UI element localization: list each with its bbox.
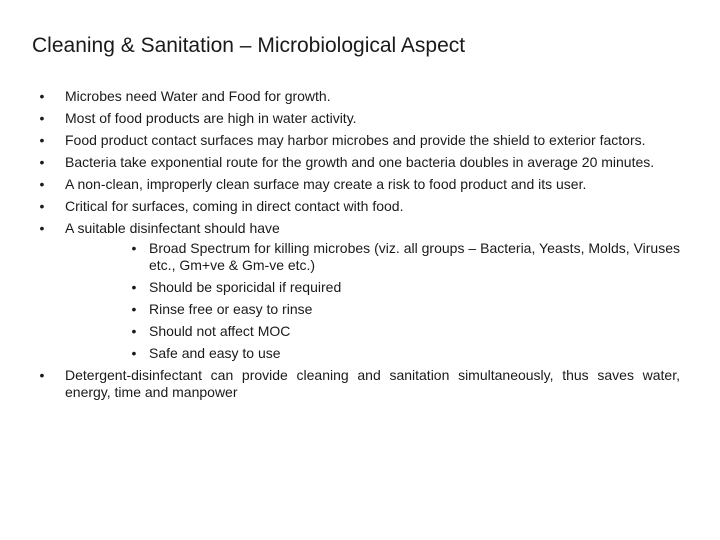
bullet-text: Food product contact surfaces may harbor microbes and provide the shield to exterior factors.	[65, 132, 646, 148]
list-item	[36, 154, 680, 171]
bullet-text: Detergent-disinfectant can provide cleaning and sanitation simultaneously, thus saves water, energy, time and manpower	[65, 367, 680, 400]
bullet-icon: •	[39, 110, 45, 126]
list-item	[36, 220, 680, 362]
sub-list-item	[128, 323, 680, 340]
list-item	[36, 132, 680, 149]
sub-bullet-list	[65, 240, 680, 362]
list-item	[36, 88, 680, 105]
bullet-icon: •	[131, 301, 137, 317]
sub-list-item	[128, 345, 680, 362]
sub-bullet-text: Rinse free or easy to rinse	[149, 301, 313, 317]
bullet-text: Bacteria take exponential route for the growth and one bacteria doubles in average 20 minutes.	[65, 154, 655, 170]
sub-bullet-text: Should be sporicidal if required	[149, 279, 342, 295]
bullet-icon: •	[131, 323, 137, 339]
list-item	[36, 110, 680, 127]
bullet-list	[36, 88, 680, 406]
sub-bullet-text: Should not affect MOC	[149, 323, 291, 339]
bullet-icon: •	[131, 240, 137, 256]
bullet-text: Most of food products are high in water activity.	[65, 110, 357, 126]
bullet-text: Critical for surfaces, coming in direct contact with food.	[65, 198, 404, 214]
bullet-icon: •	[39, 176, 45, 192]
slide-title: Cleaning & Sanitation – Microbiological Aspect	[32, 34, 466, 57]
bullet-icon: •	[39, 154, 45, 170]
sub-list-item	[128, 240, 680, 274]
sub-list-item	[128, 301, 680, 318]
bullet-text: A suitable disinfectant should have	[65, 220, 280, 236]
bullet-text: A non-clean, improperly clean surface may create a risk to food product and its user.	[65, 176, 587, 192]
bullet-icon: •	[39, 367, 45, 383]
bullet-icon: •	[39, 132, 45, 148]
sub-bullet-text: Safe and easy to use	[149, 345, 281, 361]
list-item	[36, 198, 680, 215]
bullet-icon: •	[39, 198, 45, 214]
bullet-icon: •	[131, 345, 137, 361]
bullet-icon: •	[39, 220, 45, 236]
list-item	[36, 367, 680, 401]
sub-list-item	[128, 279, 680, 296]
list-item	[36, 176, 680, 193]
bullet-icon: •	[39, 88, 45, 104]
bullet-text: Microbes need Water and Food for growth.	[65, 88, 331, 104]
bullet-icon: •	[131, 279, 137, 295]
sub-bullet-text: Broad Spectrum for killing microbes (viz. all groups – Bacteria, Yeasts, Molds, Viruses etc., Gm+ve & Gm-ve etc.)	[149, 240, 680, 273]
